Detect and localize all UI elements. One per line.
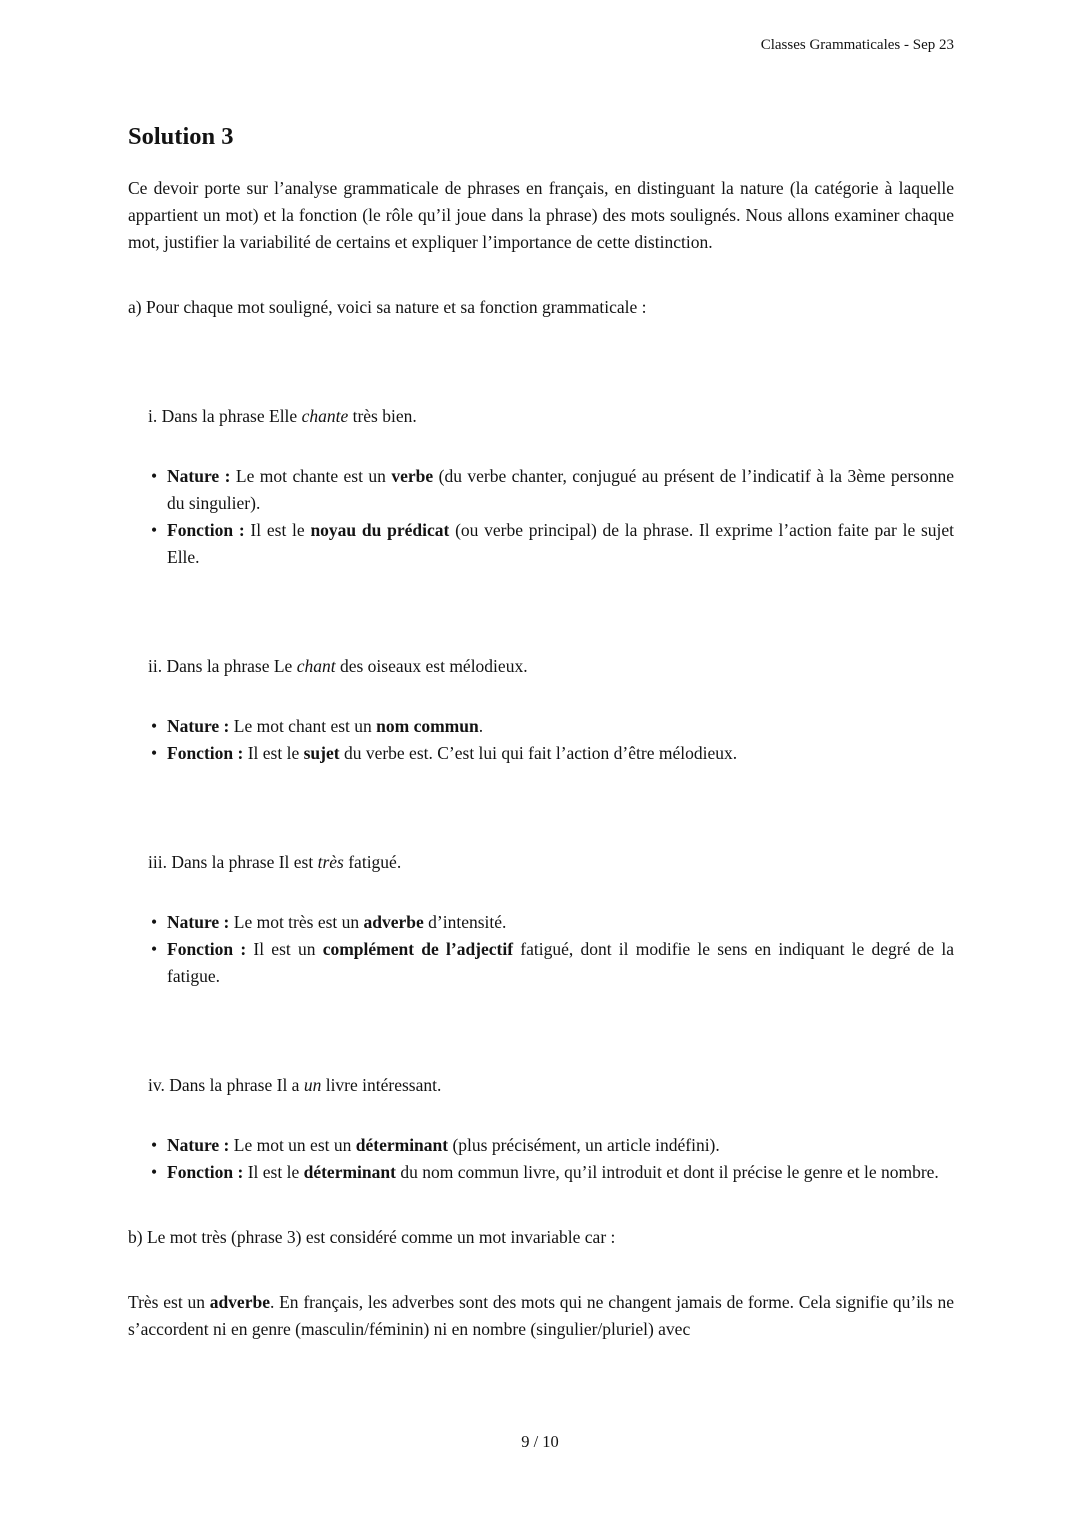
- item-iii-fonction-bullet: • Fonction : Il est un complément de l’adjectif fatigué, dont il modifie le sens en indiquant le degré de la fatigue.: [150, 936, 954, 990]
- item-ii-bullets: [150, 713, 954, 767]
- section-b: [128, 1224, 954, 1343]
- item-iv-nature-bullet: • Nature : Le mot un est un déterminant (plus précisément, un article indéfini).: [150, 1132, 954, 1159]
- section-a-heading: a) Pour chaque mot souligné, voici sa nature et sa fonction grammaticale :: [128, 297, 647, 317]
- item-iii-phrase: iii. Dans la phrase Il est très fatigué.: [148, 852, 402, 872]
- analysis-item-iv: [128, 1072, 954, 1186]
- item-ii-fonction-bullet: • Fonction : Il est le sujet du verbe est. C’est lui qui fait l’action d’être mélodieux.: [150, 740, 954, 767]
- item-iv-bullets: [150, 1132, 954, 1186]
- solution-title: Solution 3: [128, 123, 234, 150]
- item-ii-nature-bullet: • Nature : Le mot chant est un nom commun.: [150, 713, 954, 740]
- page-number: 9 / 10: [521, 1432, 559, 1451]
- analysis-item-iii: [128, 849, 954, 990]
- section-b-paragraph: Très est un adverbe. En français, les adverbes sont des mots qui ne changent jamais de forme. Cela signifie qu’ils ne s’accordent ni en genre (masculin/féminin) ni en nombre (singulier/pluriel) avec: [128, 1292, 954, 1339]
- item-ii-phrase: ii. Dans la phrase Le chant des oiseaux est mélodieux.: [148, 656, 528, 676]
- item-i-phrase: i. Dans la phrase Elle chante très bien.: [148, 406, 417, 426]
- item-i-nature-bullet: • Nature : Le mot chante est un verbe (du verbe chanter, conjugué au présent de l’indicatif à la 3ème personne du singulier).: [150, 463, 954, 517]
- intro-paragraph: Ce devoir porte sur l’analyse grammaticale de phrases en français, en distinguant la nature (la catégorie à laquelle appartient un mot) et la fonction (le rôle qu’il joue dans la phrase) des mots soulignés. Nous allons examiner chaque mot, justifier la variabilité de certains et expliquer l’importance de cette distinction.: [128, 178, 954, 252]
- analysis-item-ii: [128, 653, 954, 767]
- item-iv-phrase: iv. Dans la phrase Il a un livre intéressant.: [148, 1075, 442, 1095]
- section-a: [128, 294, 954, 1186]
- analysis-item-i: [128, 403, 954, 571]
- item-iii-bullets: [150, 909, 954, 990]
- section-b-heading: b) Le mot très (phrase 3) est considéré comme un mot invariable car :: [128, 1227, 616, 1247]
- item-iii-nature-bullet: • Nature : Le mot très est un adverbe d’intensité.: [150, 909, 954, 936]
- page-header: Classes Grammaticales - Sep 23: [760, 37, 954, 53]
- item-i-fonction-bullet: • Fonction : Il est le noyau du prédicat (ou verbe principal) de la phrase. Il exprime l’action faite par le sujet Elle.: [150, 517, 954, 571]
- item-i-bullets: [150, 463, 954, 571]
- item-iv-fonction-bullet: • Fonction : Il est le déterminant du nom commun livre, qu’il introduit et dont il précise le genre et le nombre.: [150, 1159, 954, 1186]
